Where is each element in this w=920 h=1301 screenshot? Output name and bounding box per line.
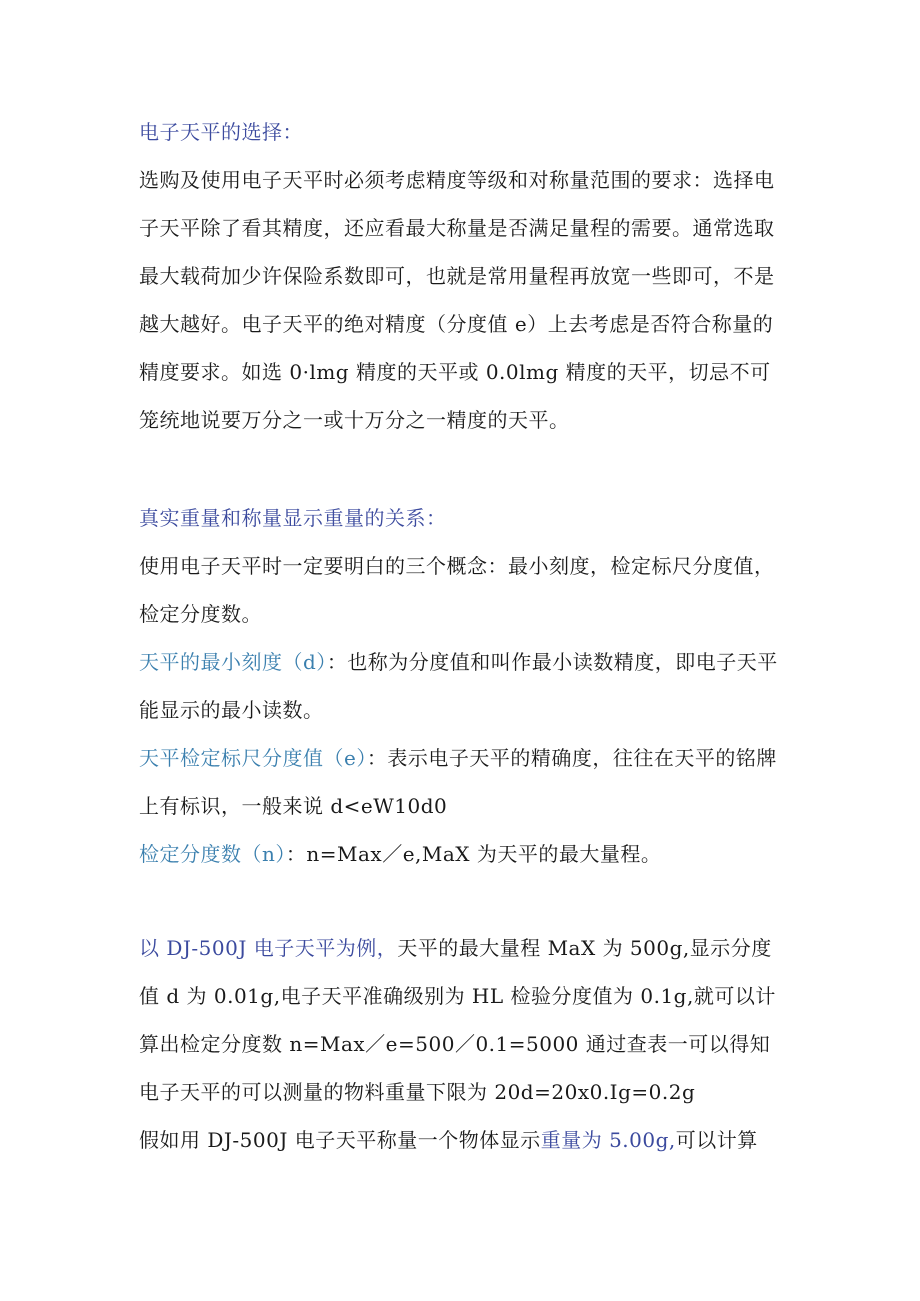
- section2-intro: 使用电子天平时一定要明白的三个概念：最小刻度，检定标尺分度值，检定分度数。: [139, 554, 775, 626]
- definition-term: 天平的最小刻度（d）: [139, 650, 327, 674]
- definition-desc: ：也称为分度值和叫作最小读数精度，即电子天平能显示的最小读数。: [139, 650, 778, 722]
- section1-body: 选购及使用电子天平时必须考虑精度等级和对称量范围的要求：选择电子天平除了看其精度，还应看最大称量是否满足量程的需要。通常选取最大载荷加少许保险系数即可，也就是常用量程再放宽一些即可，不是越大越好。电子天平的绝对精度（分度值 e）上去考虑是否符合称量的精度要求。如选 0·lmg 精度的天平或 0.0lmg 精度的天平，切忌不可笼统地说要万分之一或十万分之一精度的天平。: [139, 168, 775, 432]
- definition-desc: ：n=Max／e,MaX 为天平的最大量程。: [285, 842, 662, 866]
- section2-heading: 真实重量和称量显示重量的关系：: [139, 506, 447, 530]
- definition-verification-count: [139, 830, 789, 878]
- definition-min-scale: [139, 638, 789, 734]
- last-lead: 假如用 DJ-500J 电子天平称量一个物体显示: [139, 1128, 541, 1152]
- definition-verification-interval: [139, 734, 789, 830]
- definition-desc: ：表示电子天平的精确度，往往在天平的铭牌上有标识，一般来说 d<eW10d0: [139, 746, 777, 818]
- section1-heading: 电子天平的选择：: [139, 120, 303, 144]
- definition-term: 检定分度数（n）: [139, 842, 286, 866]
- last-tail: 可以计算: [675, 1128, 758, 1152]
- example-body: 天平的最大量程 MaX 为 500g,显示分度值 d 为 0.01g,电子天平准确级别为 HL 检验分度值为 0.1g,就可以计算出检定分度数 n=Max／e=500／0.1=5000 通过查表一可以得知电子天平的可以测量的物料重量下限为 20d=20x0.Ig=0.2g: [139, 936, 776, 1104]
- definition-term: 天平检定标尺分度值（e）: [139, 746, 367, 770]
- example-paragraph: [139, 924, 789, 1116]
- example-lead: 以 DJ-500J 电子天平为例，: [139, 936, 398, 960]
- last-highlight: 重量为 5.00g,: [540, 1128, 676, 1152]
- last-paragraph: [139, 1116, 789, 1164]
